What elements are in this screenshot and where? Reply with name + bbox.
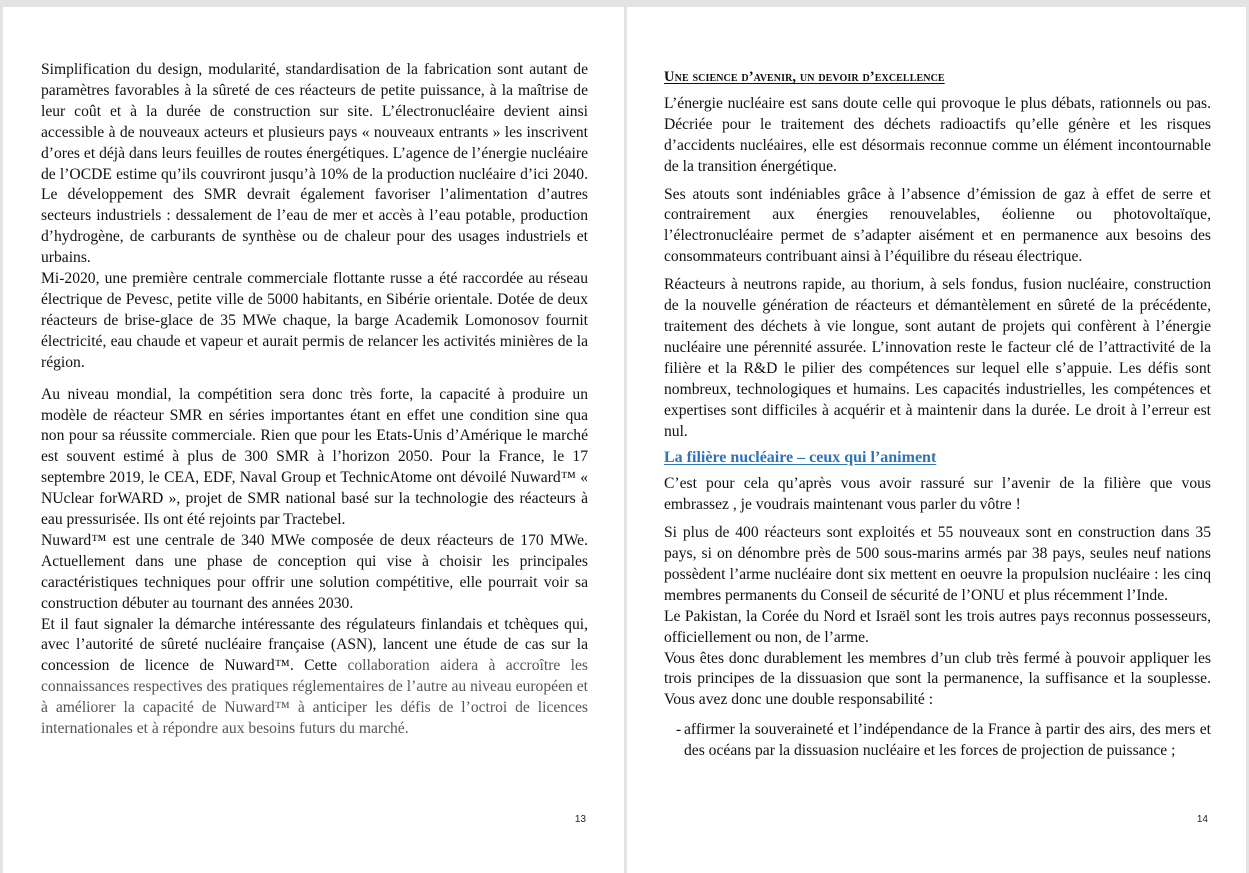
section-title: Une science d’avenir, un devoir d’excellence [664,69,945,85]
subheading-filiere: La filière nucléaire – ceux qui l’animent [664,449,937,467]
list-item [664,720,1211,762]
paragraph-global-competition: Au niveau mondial, la compétition sera donc très forte, la capacité à produire un modèle de réacteur SMR en séries importantes étant en effet une condition sine qua non pour sa réussite commerciale. Rien que pour les Etats-Unis d’Amérique le marché est souvent estimé à plus de 300 SMR à l’horizon 2050. Pour la France, le 17 septembre 2019, le CEA, EDF, Naval Group et TechnicAtome ont dévoilé Nuward™ « NUclear forWARD », projet de SMR national basé sur la technologie des réacteurs à eau pressurisée. Ils ont été rejoints par Tractebel. [41,385,588,529]
paragraph-other-countries: Le Pakistan, la Corée du Nord et Israël sont les trois autres pays reconnus possesseurs, officiellement ou non, de l’arme. [664,607,1211,646]
paragraph-regulators-main: Et il faut signaler la démarche intéressante des régulateurs finlandais et tchèques qui, avec l’autorité de sûreté nucléaire française (ASN), lancent une étude de cas sur la concession de licence de Nuward™. Cette [41,615,588,675]
paragraph-club: Vous êtes donc durablement les membres d’un club très fermé à pouvoir appliquer les trois principes de la dissuasion que sont la permanence, la suffisance et la souplesse. Vous avez donc une double responsabilité : [664,649,1211,709]
paragraph-floating-plant: Mi-2020, une première centrale commerciale flottante russe a été raccordée au réseau électrique de Pevesc, petite ville de 5000 habitants, en Sibérie orientale. Dotée de deux réacteurs de brise-glace de 35 MWe chaque, la barge Academik Lomonosov fournit électricité, eau chaude et vapeur et aurait permis de relancer les activités minières de la région. [41,270,588,371]
paragraph-smr-design: Simplification du design, modularité, standardisation de la fabrication sont autant de paramètres favorables à la sûreté de ces réacteurs de petite puissance, à la maîtrise de leur coût et à la durée de construction sur site. L’électronucléaire devient ainsi accessible à de nouveaux acteurs et plusieurs pays « nouveaux entrants » les inscrivent d’ores et déjà dans leurs feuilles de routes énergétiques. L’agence de l’énergie nucléaire de l’OCDE estime qu’ils couvriront jusqu’à 10% de la production nucléaire d’ici 2040. Le développement des SMR devrait également favoriser l’alimentation d’autres secteurs industriels : dessalement de l’eau de mer et accès à l’eau potable, production d’hydrogène, de carburants de synthèse ou de chaleur pour des usages industriels et urbains. [41,61,588,267]
page-13 [3,7,624,873]
paragraph-assets: Ses atouts sont indéniables grâce à l’absence d’émission de gaz à effet de serre et contrairement aux énergies renouvelables, éolienne ou photovoltaïque, l’électronucléaire permet de s’adapter aisément et en permanence aux besoins des consommateurs contribuant ainsi à l’équilibre du réseau électrique. [664,185,1211,266]
page-number: 13 [574,814,586,826]
paragraph-nuward: Nuward™ est une centrale de 340 MWe composée de deux réacteurs de 170 MWe. Actuellement dans une phase de conception qui vise à choisir les principales caractéristiques techniques pour offrir une solution compétitive, elle pourrait voir sa construction débuter au tournant des années 2030. [41,531,588,612]
paragraph-reassurance: C’est pour cela qu’après vous avoir rassuré sur l’avenir de la filière que vous embrassez , je voudrais maintenant vous parler du vôtre ! [664,475,1211,514]
paragraph-energy-debate: L’énergie nucléaire est sans doute celle qui provoque le plus débats, rationnels ou pas. Décriée pour le traitement des déchets radioactifs qu’elle génère et les risques d’accidents nucléaires, elle est désormais reconnue comme un élément incontournable de la transition énergétique. [664,94,1211,175]
responsibility-list [664,720,1211,762]
dash-bullet-icon: - [676,721,682,739]
page-number: 14 [1196,814,1208,826]
page-14 [627,7,1246,873]
paragraph-reactors-innovation: Réacteurs à neutrons rapide, au thorium, à sels fondus, fusion nucléaire, construction de la nouvelle génération de réacteurs et démantèlement en sûreté de la précédente, traitement des déchets à vie longue, sont autant de projets qui confèrent à l’énergie nucléaire une pérennité assurée. L’innovation reste le facteur clé de l’attractivité de la filière et la R&D le pilier des compétences sur lequel elle s’appuie. Les défis sont nombreux, technologiques et humains. Les capacités industrielles, les compétences et expertises sont difficiles à acquérir et à maintenir dans la durée. Le droit à l’erreur est nul. [664,276,1211,440]
paragraph-regulators [41,615,588,740]
paragraph-regulators-muted: collaboration aidera à accroître les connaissances respectives des pratiques réglementaires de l’autre au niveau européen et à améliorer la capacité de Nuward™ à anticiper les défis de l’octroi de licences internationales et à répondre aux besoins futurs du marché. [41,657,588,738]
list-item-text: affirmer la souveraineté et l’indépendance de la France à partir des airs, des mers et des océans par la dissuasion nucléaire et les forces de projection de puissance ; [684,721,1211,760]
paragraph-reactor-stats: Si plus de 400 réacteurs sont exploités et 55 nouveaux sont en construction dans 35 pays, si on dénombre près de 500 sous-marins armés par 38 pays, seules neuf nations possèdent l’arme nucléaire dont six mettent en oeuvre la propulsion nucléaire : les cinq membres permanents du Conseil de sécurité de l’ONU et plus récemment l’Inde. [664,524,1211,604]
